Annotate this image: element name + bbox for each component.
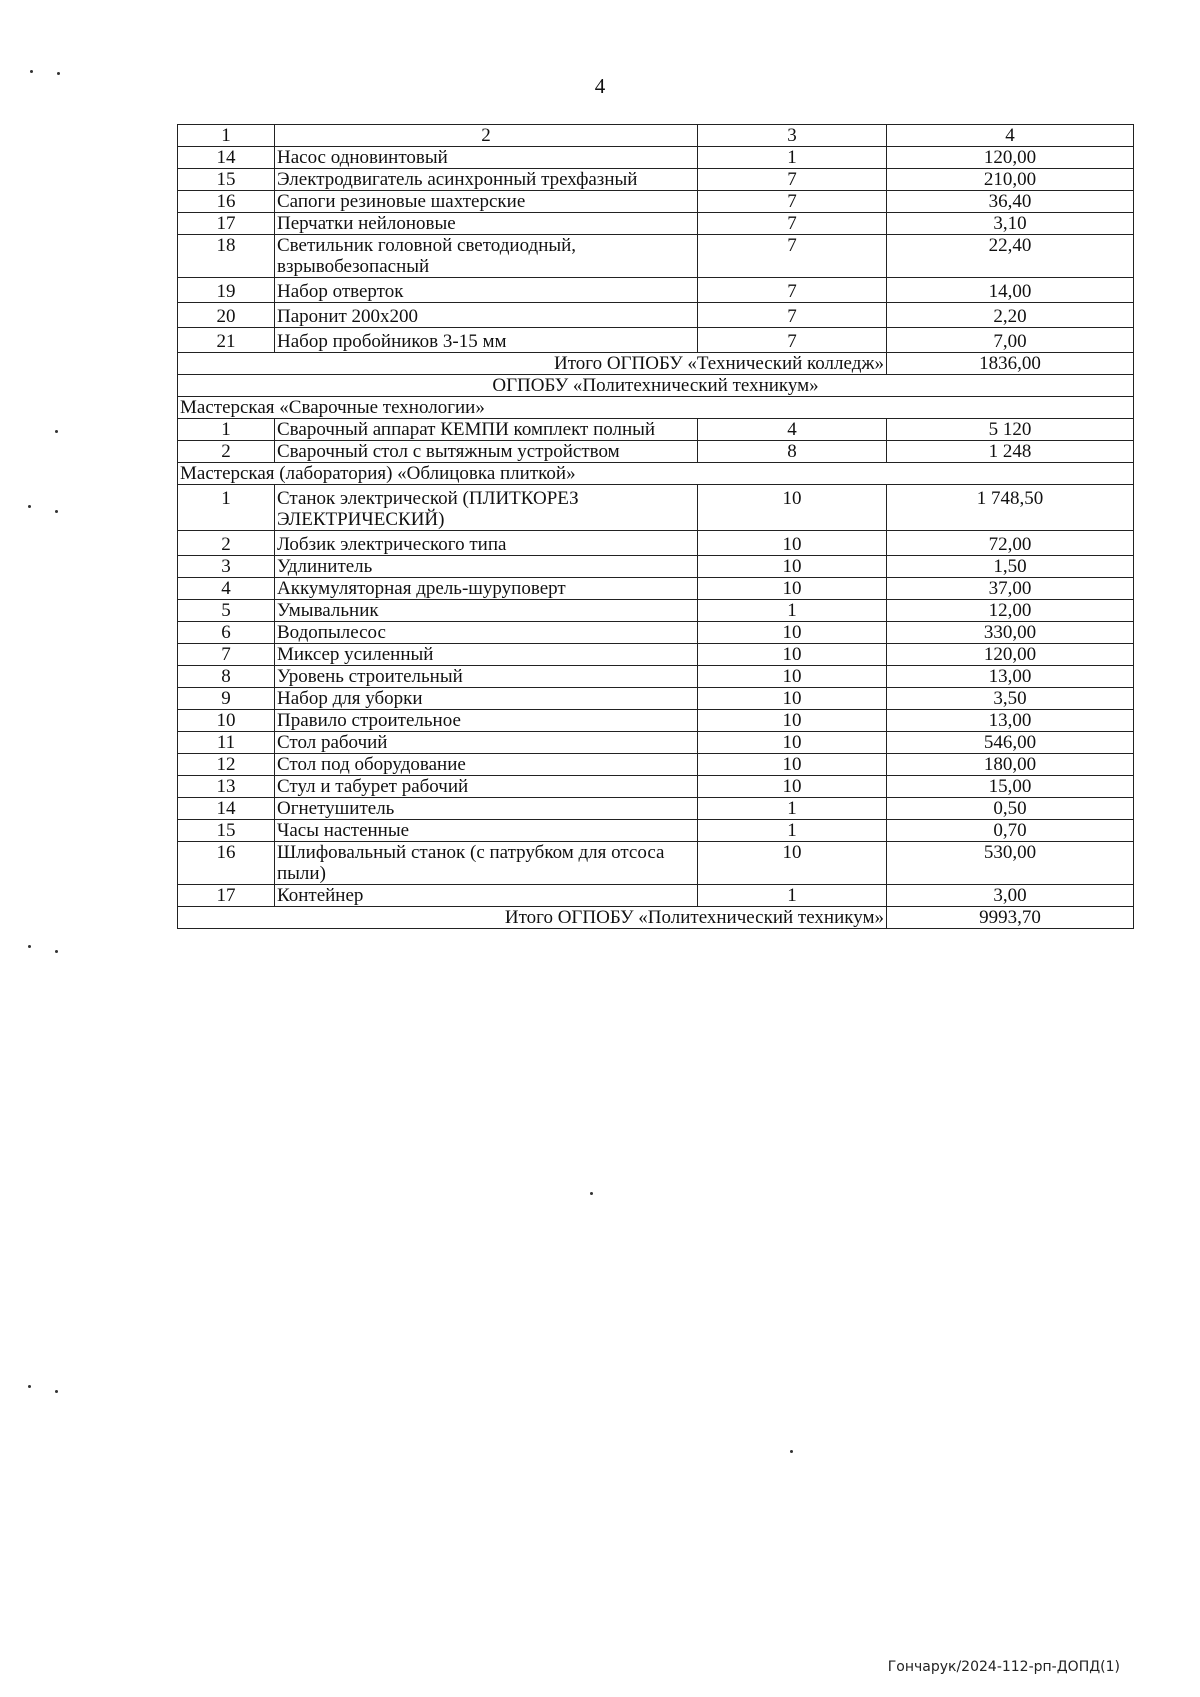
item-price: 1 248 — [887, 441, 1134, 463]
item-quantity: 7 — [698, 213, 887, 235]
item-name: Удлинитель — [275, 556, 698, 578]
table-row — [178, 732, 1134, 754]
item-price: 13,00 — [887, 666, 1134, 688]
table-row — [178, 169, 1134, 191]
section-heading-tiling-text: Мастерская (лаборатория) «Облицовка плиткой» — [178, 463, 1134, 485]
item-name: Набор отверток — [275, 278, 698, 303]
item-price: 0,70 — [887, 820, 1134, 842]
table-row — [178, 820, 1134, 842]
item-name: Сварочный аппарат КЕМПИ комплект полный — [275, 419, 698, 441]
row-number: 17 — [178, 885, 275, 907]
section-heading-welding-text: Мастерская «Сварочные технологии» — [178, 397, 1134, 419]
table-row — [178, 278, 1134, 303]
item-price: 120,00 — [887, 644, 1134, 666]
table-row — [178, 328, 1134, 353]
row-number: 4 — [178, 578, 275, 600]
item-quantity: 10 — [698, 531, 887, 556]
total-label: Итого ОГПОБУ «Технический колледж» — [178, 353, 887, 375]
row-number: 13 — [178, 776, 275, 798]
table-row — [178, 754, 1134, 776]
item-quantity: 1 — [698, 798, 887, 820]
item-price: 3,10 — [887, 213, 1134, 235]
table-row — [178, 666, 1134, 688]
item-quantity: 10 — [698, 754, 887, 776]
item-name: Набор для уборки — [275, 688, 698, 710]
item-quantity: 10 — [698, 644, 887, 666]
item-name: Огнетушитель — [275, 798, 698, 820]
item-name: Водопылесос — [275, 622, 698, 644]
item-price: 37,00 — [887, 578, 1134, 600]
table-row — [178, 213, 1134, 235]
item-price: 36,40 — [887, 191, 1134, 213]
header-cell-price: 4 — [887, 125, 1134, 147]
item-name: Сварочный стол с вытяжным устройством — [275, 441, 698, 463]
item-name: Перчатки нейлоновые — [275, 213, 698, 235]
table-row — [178, 688, 1134, 710]
item-price: 5 120 — [887, 419, 1134, 441]
table-row — [178, 556, 1134, 578]
row-number: 16 — [178, 842, 275, 885]
item-quantity: 1 — [698, 885, 887, 907]
row-number: 7 — [178, 644, 275, 666]
table-row — [178, 600, 1134, 622]
item-price: 546,00 — [887, 732, 1134, 754]
item-quantity: 10 — [698, 622, 887, 644]
row-number: 8 — [178, 666, 275, 688]
table-row — [178, 235, 1134, 278]
header-cell-num: 1 — [178, 125, 275, 147]
row-number: 21 — [178, 328, 275, 353]
row-number: 17 — [178, 213, 275, 235]
item-name: Стол рабочий — [275, 732, 698, 754]
header-row — [178, 125, 1134, 147]
organization-heading-text: ОГПОБУ «Политехнический техникум» — [178, 375, 1134, 397]
item-quantity: 7 — [698, 191, 887, 213]
item-price: 2,20 — [887, 303, 1134, 328]
scan-speck — [30, 70, 33, 73]
item-quantity: 7 — [698, 303, 887, 328]
item-name: Шлифовальный станок (с патрубком для отсоса пыли) — [275, 842, 698, 885]
item-quantity: 10 — [698, 776, 887, 798]
table-row — [178, 147, 1134, 169]
total-row-technical-college — [178, 353, 1134, 375]
row-number: 10 — [178, 710, 275, 732]
table-row — [178, 885, 1134, 907]
equipment-table — [177, 124, 1134, 929]
item-quantity: 1 — [698, 820, 887, 842]
table-row — [178, 531, 1134, 556]
table-row — [178, 419, 1134, 441]
item-name: Лобзик электрического типа — [275, 531, 698, 556]
header-cell-name: 2 — [275, 125, 698, 147]
header-cell-qty: 3 — [698, 125, 887, 147]
scan-speck — [790, 1450, 793, 1453]
row-number: 1 — [178, 485, 275, 531]
item-name: Светильник головной светодиодный, взрывобезопасный — [275, 235, 698, 278]
table-row — [178, 441, 1134, 463]
row-number: 2 — [178, 531, 275, 556]
item-name: Электродвигатель асинхронный трехфазный — [275, 169, 698, 191]
item-quantity: 7 — [698, 278, 887, 303]
document-reference: Гончарук/2024-112-рп-ДОПД(1) — [887, 1659, 1120, 1675]
item-price: 530,00 — [887, 842, 1134, 885]
item-quantity: 7 — [698, 169, 887, 191]
item-name: Паронит 200х200 — [275, 303, 698, 328]
item-price: 22,40 — [887, 235, 1134, 278]
item-quantity: 1 — [698, 147, 887, 169]
item-price: 14,00 — [887, 278, 1134, 303]
section-heading-tiling — [178, 463, 1134, 485]
item-name: Стол под оборудование — [275, 754, 698, 776]
item-quantity: 10 — [698, 485, 887, 531]
item-name: Миксер усиленный — [275, 644, 698, 666]
total-label: Итого ОГПОБУ «Политехнический техникум» — [178, 907, 887, 929]
table-row — [178, 485, 1134, 531]
row-number: 15 — [178, 820, 275, 842]
total-value: 1836,00 — [887, 353, 1134, 375]
row-number: 14 — [178, 147, 275, 169]
organization-heading — [178, 375, 1134, 397]
scan-speck — [28, 945, 31, 948]
row-number: 19 — [178, 278, 275, 303]
row-number: 3 — [178, 556, 275, 578]
table-row — [178, 191, 1134, 213]
item-quantity: 7 — [698, 328, 887, 353]
item-price: 72,00 — [887, 531, 1134, 556]
item-name: Правило строительное — [275, 710, 698, 732]
item-quantity: 7 — [698, 235, 887, 278]
scan-speck — [28, 1385, 31, 1388]
total-row-polytechnic — [178, 907, 1134, 929]
item-price: 0,50 — [887, 798, 1134, 820]
scan-speck — [28, 505, 31, 508]
item-quantity: 10 — [698, 688, 887, 710]
item-name: Уровень строительный — [275, 666, 698, 688]
item-price: 15,00 — [887, 776, 1134, 798]
item-price: 12,00 — [887, 600, 1134, 622]
row-number: 14 — [178, 798, 275, 820]
item-price: 330,00 — [887, 622, 1134, 644]
table-row — [178, 842, 1134, 885]
row-number: 20 — [178, 303, 275, 328]
item-price: 3,00 — [887, 885, 1134, 907]
item-price: 7,00 — [887, 328, 1134, 353]
item-name: Часы настенные — [275, 820, 698, 842]
table-row — [178, 303, 1134, 328]
table-row — [178, 622, 1134, 644]
scan-speck — [55, 430, 58, 433]
item-name: Насос одновинтовый — [275, 147, 698, 169]
item-name: Стул и табурет рабочий — [275, 776, 698, 798]
item-price: 13,00 — [887, 710, 1134, 732]
item-name: Сапоги резиновые шахтерские — [275, 191, 698, 213]
row-number: 2 — [178, 441, 275, 463]
item-name: Набор пробойников 3-15 мм — [275, 328, 698, 353]
item-quantity: 10 — [698, 666, 887, 688]
row-number: 12 — [178, 754, 275, 776]
item-price: 1 748,50 — [887, 485, 1134, 531]
table-row — [178, 644, 1134, 666]
table-row — [178, 776, 1134, 798]
item-name: Станок электрической (ПЛИТКОРЕЗ ЭЛЕКТРИЧЕСКИЙ) — [275, 485, 698, 531]
item-price: 120,00 — [887, 147, 1134, 169]
item-quantity: 1 — [698, 600, 887, 622]
row-number: 1 — [178, 419, 275, 441]
item-price: 180,00 — [887, 754, 1134, 776]
item-quantity: 10 — [698, 578, 887, 600]
table-row — [178, 578, 1134, 600]
scan-speck — [590, 1192, 593, 1195]
row-number: 9 — [178, 688, 275, 710]
item-name: Контейнер — [275, 885, 698, 907]
row-number: 6 — [178, 622, 275, 644]
item-quantity: 10 — [698, 710, 887, 732]
scan-speck — [57, 72, 60, 75]
item-name: Умывальник — [275, 600, 698, 622]
page-number: 4 — [594, 74, 606, 98]
total-value: 9993,70 — [887, 907, 1134, 929]
item-price: 1,50 — [887, 556, 1134, 578]
table-row — [178, 710, 1134, 732]
table-row — [178, 798, 1134, 820]
table-body — [178, 125, 1134, 929]
section-heading-welding — [178, 397, 1134, 419]
row-number: 5 — [178, 600, 275, 622]
item-price: 210,00 — [887, 169, 1134, 191]
scan-speck — [55, 1390, 58, 1393]
item-quantity: 10 — [698, 842, 887, 885]
row-number: 15 — [178, 169, 275, 191]
row-number: 11 — [178, 732, 275, 754]
item-name: Аккумуляторная дрель-шуруповерт — [275, 578, 698, 600]
item-quantity: 8 — [698, 441, 887, 463]
item-quantity: 10 — [698, 556, 887, 578]
item-quantity: 4 — [698, 419, 887, 441]
scan-speck — [55, 950, 58, 953]
row-number: 16 — [178, 191, 275, 213]
item-quantity: 10 — [698, 732, 887, 754]
row-number: 18 — [178, 235, 275, 278]
scan-speck — [55, 510, 58, 513]
item-price: 3,50 — [887, 688, 1134, 710]
